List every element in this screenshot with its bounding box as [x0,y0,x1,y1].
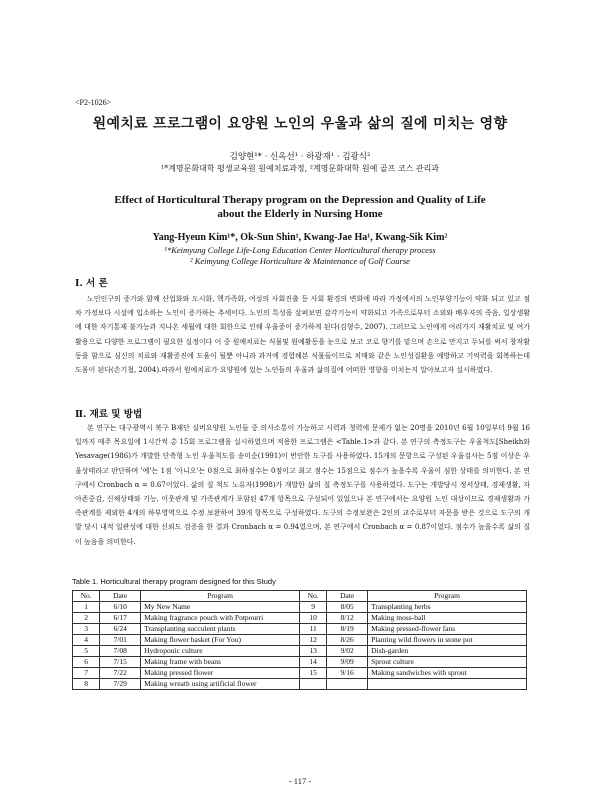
cell-no: 4 [73,635,100,646]
introduction-paragraph: 노인인구의 증가와 함께 산업화와 도시화, 핵가족화, 여성의 사회진출 등 사회 환경의 변화에 따라 가정에서의 노인부양기능이 약화 되고 있고 점차 가정보다 시설에 입소하는 노인이 증가하는 추세이다. 노인의 특성을 살펴보면 감각기능이 약화되고 가족으로부터 소외와 배우자의 죽음, 일상생활에 대한 자기통제 불가능과 지나온 세월에 대한 회한으로 인해 우울증이 증가하게 된다(김형수, 2007). 그러므로 노인에게 여러가지 재활치료 및 여가활용으로 다양한 프로그램이 필요한 실정이다 이 중 원예치료는 식물및 원예활동을 눈으로 보고 코로 향기를 맡으며 손으로 만지고 두뇌를 써서 창작활동을 함으로 심신의 치료와 재활증진에 도움이 될뿐 아니라 과거에 경험해본 식물들이므로 치매와 같은 노인성질환을 예방하고 기억력을 회복하는데 도움이 된다(손기철, 2004).따라서 원예치료가 요양원에 있는 노인들의 우울과 삶의질에 어떠한 영향을 미치는지 알아보고자 실시하였다. [75,295,530,375]
cell-no: 5 [73,646,100,657]
cell-no: 3 [73,624,100,635]
cell-date: 7/29 [100,679,141,690]
title-english [60,193,540,221]
authors-english: Yang-Hyeun Kim¹*, Ok-Sun Shin¹, Kwang-Jae Ha¹, Kwang-Sik Kim² [152,232,448,243]
header-date: Date [100,591,141,602]
cell-date: 7/08 [100,646,141,657]
cell-date: 8/12 [327,613,368,624]
cell-program: Making pressed flower [141,668,300,679]
table-row [73,646,527,657]
cell-date: 6/24 [100,624,141,635]
header-no: No. [299,591,326,602]
cell-no: 2 [73,613,100,624]
cell-date: 7/01 [100,635,141,646]
cell-program: Making wreath using artificial flower [141,679,300,690]
program-table [72,590,527,690]
authors-korean: 김양현¹* · 신옥선¹ · 하광재¹ · 김광식² [229,152,371,162]
table-header-row [73,591,527,602]
table-row [73,613,527,624]
cell-program: Making flower basket (For You) [141,635,300,646]
cell-date: 9/16 [327,668,368,679]
cell-date: 9/09 [327,657,368,668]
cell-no: 6 [73,657,100,668]
cell-no: 14 [299,657,326,668]
table-row [73,602,527,613]
cell-no: 13 [299,646,326,657]
cell-date: 8/05 [327,602,368,613]
title-korean: 원예치료 프로그램이 요양원 노인의 우울과 삶의 질에 미치는 영향 [92,116,508,132]
cell-program: Transplanting herbs [368,602,527,613]
header-no: No. [73,591,100,602]
cell-no: 12 [299,635,326,646]
cell-program: My New Name [141,602,300,613]
affiliation-english-line2: ² Keimyung College Horticulture & Maintenance of Golf Course [190,256,410,266]
page-number: - 117 - [288,776,312,786]
cell-date: 6/10 [100,602,141,613]
cell-date: 7/22 [100,668,141,679]
table-row [73,624,527,635]
cell-program: Making frame with beans [141,657,300,668]
section-heading-introduction: Ⅰ. 서 론 [75,278,108,289]
cell-program: Making moss-ball [368,613,527,624]
table-row [73,635,527,646]
cell-no: 11 [299,624,326,635]
affiliation-english [40,245,560,267]
affiliation-english-line1: ¹*Keimyung College Life-Long Education Center Horticultural therapy process [164,245,436,255]
cell-no: 9 [299,602,326,613]
methods-paragraph: 본 연구는 대구광역시 북구 B재단 실버요양원 노인들 중 의사소통이 가능하고 시력과 청력에 문제가 없는 20명을 2010년 6월 10일부터 9월 16일까지 매주 목요일에 1시간씩 총 15회 프로그램을 실시하였으며 적용한 프로그램은 <Table.1>과 같다. 본 연구의 측정도구는 우울척도[Sheikh와 Yesavage(1986)가 개발한 단축형 노인 우울척도를 송미순(1991)이 번안한 도구를 사용하였다. 15개의 문항으로 구성된 우울검사는 5점 이상은 우울상태라고 판단하며 '예'는 1점 '아니오'는 0점으로 최하점수는 0점이고 최고 점수는 15점으로 점수가 높을수록 우울이 심한 상태를 의미한다. 본 연구에서 Cronbach α = 0.67이었다. 삶의 질 척도 노유자(1998)가 개발한 삶의 질 측정도구를 사용하였다. 도구는 개발당시 정서상태, 경제생활, 자아존중감, 신체상태와 기능, 이웃관계 및 가족관계가 포함된 47개 항목으로 구성되어 있었으나 본 연구에서는 요양원 노인 대상이므로 경제생활과 가족관계를 제외한 4개의 하부영역으로 수정 보완하여 39개 항목으로 구성하였다. 도구의 수정보완은 2인의 교수로부터 자문을 받은 것으로 도구의 개발 당시 내적 일관성에 대한 신뢰도 검증을 한 결과 Cronbach α = 0.94였으며, 본 연구에서 Cronbach α = 0.87이었다. 점수가 높을수록 삶의 질이 높음을 의미한다. [75,424,530,546]
cell-program: Sprout culture [368,657,527,668]
cell-date: 9/02 [327,646,368,657]
cell-no [299,679,326,690]
affiliation-korean: ¹*계명문화대학 평생교육원 원예치료과정, ²계명문화대학 원예 골프 코스 관리과 [160,164,440,173]
section-heading-methods: Ⅱ. 재료 및 방법 [75,409,143,420]
cell-no: 15 [299,668,326,679]
cell-date: 8/26 [327,635,368,646]
table-caption: Table 1. Horticultural therapy program designed for this Study [72,577,276,586]
table-row [73,657,527,668]
cell-program: Making pressed-flower fans [368,624,527,635]
cell-date: 7/15 [100,657,141,668]
cell-program: Making sandwiches with sprout [368,668,527,679]
cell-no: 1 [73,602,100,613]
cell-program: Dish-garden [368,646,527,657]
cell-program: Planting wild flowers in stone pot [368,635,527,646]
title-english-line2: about the Elderly in Nursing Home [217,208,383,220]
abstract-code: <P2-1026> [75,98,112,107]
cell-date: 8/19 [327,624,368,635]
cell-no: 10 [299,613,326,624]
header-program: Program [368,591,527,602]
cell-no: 8 [73,679,100,690]
table-row [73,679,527,690]
header-date: Date [327,591,368,602]
table-row [73,668,527,679]
cell-date [327,679,368,690]
cell-program [368,679,527,690]
cell-program: Hydroponic culture [141,646,300,657]
title-english-line1: Effect of Horticultural Therapy program on the Depression and Quality of Life [114,194,486,206]
cell-program: Transplanting succulent plants [141,624,300,635]
cell-date: 6/17 [100,613,141,624]
header-program: Program [141,591,300,602]
cell-program: Making fragrance pouch with Potpourri [141,613,300,624]
cell-no: 7 [73,668,100,679]
